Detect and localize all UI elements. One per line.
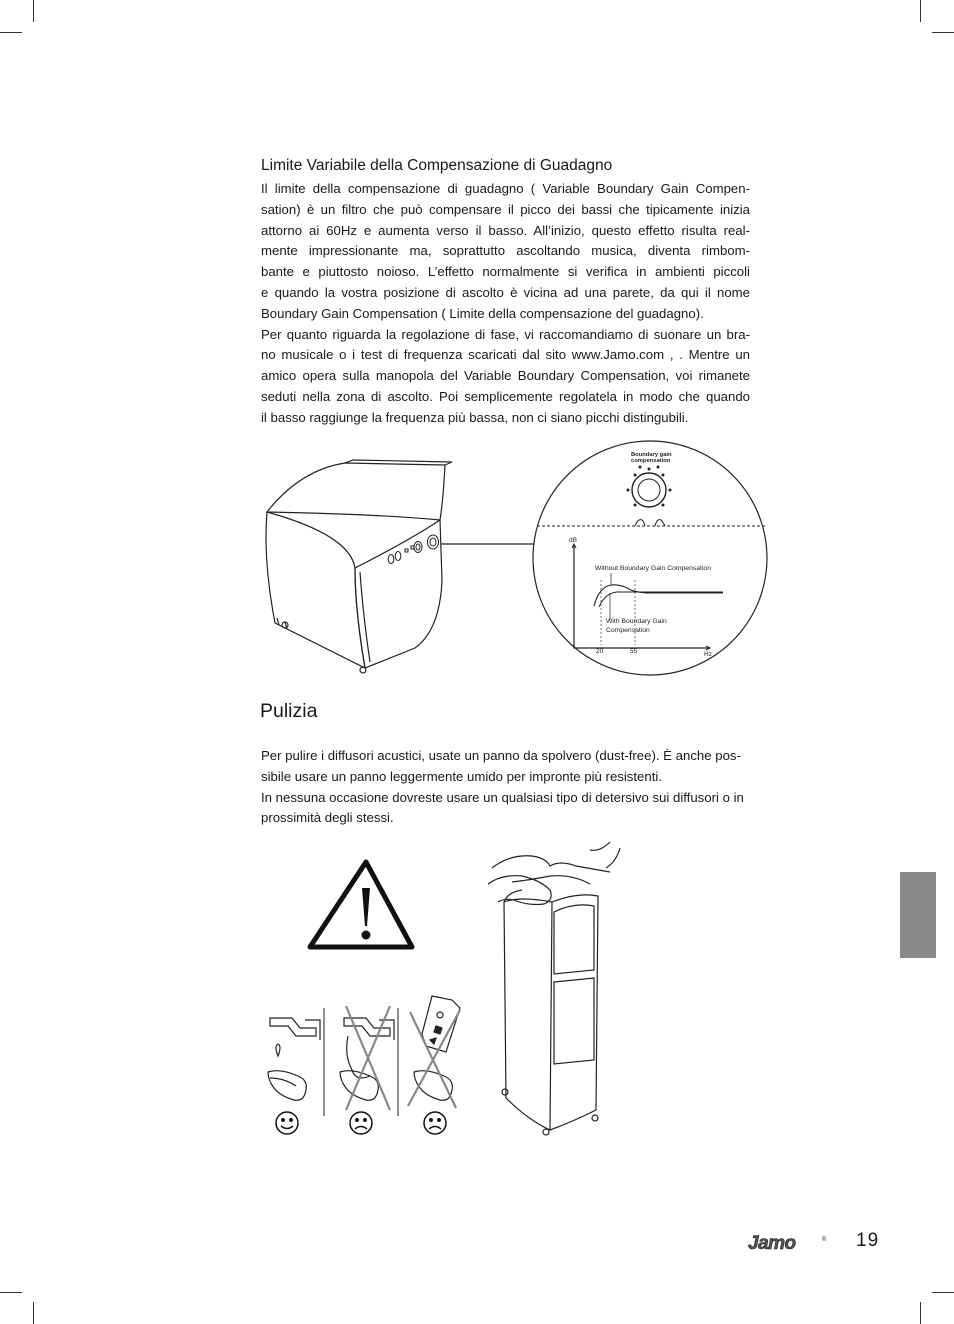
tick-label: 20: [596, 648, 604, 655]
crop-mark: [920, 1302, 921, 1324]
text-line: Il limite della compensazione di guadagno ( Variable Boundary Gain Compen-: [261, 181, 750, 196]
text-line: seduti nella zona di ascolto. Poi semplicemente regolatela in modo che quando: [261, 388, 750, 404]
crop-mark: [920, 0, 921, 22]
text-line: sibile usare un panno leggermente umido per impronte più resistenti.: [261, 768, 662, 784]
knob-label: compensation: [631, 458, 671, 464]
x-axis-label: Hz: [704, 651, 712, 658]
text-line: amico opera sulla manopola del Variable Boundary Compensation, voi rimanete: [261, 368, 750, 384]
curve-label-with: Compensation: [606, 627, 650, 634]
happy-face-icon: [276, 1112, 298, 1134]
crop-mark: [0, 32, 22, 33]
knob-label: Boundary gain: [631, 452, 672, 458]
cleaning-illustration: [260, 840, 640, 1145]
text-line: Per pulire i diffusori acustici, usate un panno da spolvero (dust-free). È anche pos-: [261, 748, 741, 763]
damp-cloth-icon: [268, 1018, 320, 1100]
text-line: Boundary Gain Compensation ( Limite della compensazione del guadagno).: [261, 305, 704, 321]
page-number: 19: [856, 1230, 880, 1251]
rear-panel-controls: [388, 535, 438, 564]
cleaning-section-title: Pulizia: [260, 700, 318, 722]
text-line: il basso raggiunge la frequenza più bassa, non ci siano picchi distingubili.: [261, 409, 689, 425]
crop-mark: [932, 32, 954, 33]
floor-speaker-illustration: [488, 842, 620, 1135]
curve-label-with: With Boundary Gain: [606, 618, 667, 625]
brand-logo-text: Jamo: [748, 1233, 796, 1253]
zoom-circle: [533, 441, 767, 675]
detergent-bottle-icon: [414, 996, 460, 1100]
text-line: prossimità degli stessi.: [261, 810, 394, 826]
text-line: attorno ai 60Hz e aumenta verso il basso. All’inizio, questo effetto risulta real-: [261, 222, 750, 238]
text-line: Per quanto riguarda la regolazione di fase, vi raccomandiamo di suonare un bra-: [261, 326, 750, 342]
text-line: In nessuna occasione dovreste usare un qualsiasi tipo di detersivo sui diffusori o in: [261, 789, 744, 805]
text-line: sation) è un filtro che può compensare il picco dei bassi che tipicamente inizia: [261, 201, 750, 217]
chapter-tab: [900, 872, 936, 958]
sad-face-icon: [350, 1112, 372, 1134]
subwoofer-illustration: [266, 460, 452, 673]
gain-section-body: [261, 179, 750, 429]
jamo-logo: [748, 1233, 830, 1253]
curve-label-without: Without Boundary Gain Compensation: [595, 565, 711, 572]
warning-triangle-icon: [310, 862, 412, 947]
text-line: no musicale o i test di frequenza scaricati dal sito www.Jamo.com , . Mentre un: [261, 347, 750, 363]
gain-section-title: Limite Variabile della Compensazione di Guadagno: [261, 157, 613, 174]
text-line: mente impressionante ma, soprattutto ascoltando musica, diventa rimbom-: [261, 243, 750, 259]
sad-face-icon: [424, 1112, 446, 1134]
text-line: e quando la vostra posizione di ascolto è vicina ad una parete, da qui il nome: [261, 284, 750, 300]
text-line: bante e piuttosto noioso. L’effetto normalmente si verifica in ambienti piccoli: [261, 264, 750, 280]
registered-mark: ®: [822, 1237, 827, 1243]
tick-label: 55: [630, 648, 638, 655]
crop-mark: [932, 1292, 954, 1293]
cross-icon: [408, 1010, 460, 1108]
y-axis-label: dB: [569, 537, 577, 544]
cross-icon: [346, 1006, 390, 1110]
cleaning-section-body: [261, 746, 776, 829]
crop-mark: [33, 1302, 34, 1324]
crop-mark: [33, 0, 34, 22]
crop-mark: [0, 1292, 22, 1293]
subwoofer-diagram: [255, 440, 775, 680]
